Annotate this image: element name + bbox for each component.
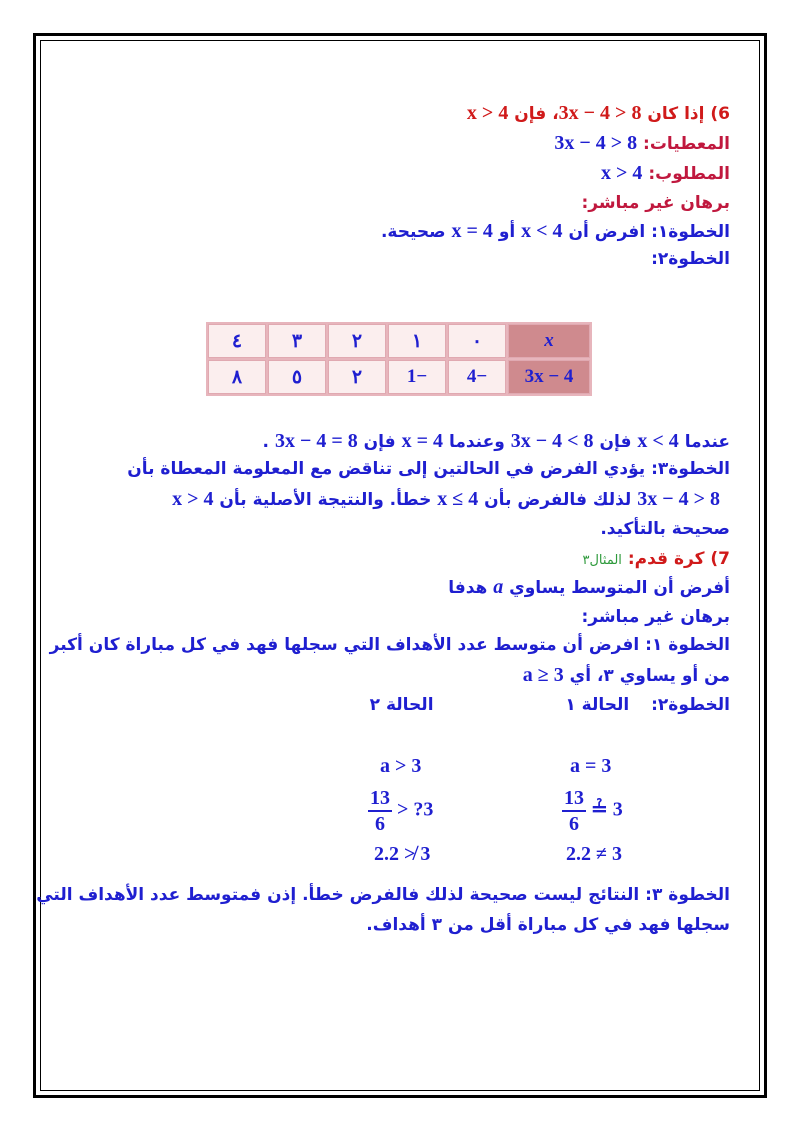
q6-when (263, 428, 730, 455)
q6-required-value: x > 4 (601, 162, 643, 184)
q6-step1-math2: x = 4 (451, 220, 493, 242)
q6-step1-text-a: افرض أن (568, 222, 646, 242)
q7-assume-var: a (493, 576, 504, 598)
table-cell: −4 (448, 360, 506, 394)
fraction-numerator: 13 (562, 786, 586, 812)
q7-case2-line1: a > 3 (380, 755, 422, 777)
q6-step1-or: أو (498, 222, 516, 242)
q7-step1-line1 (50, 632, 730, 658)
q6-when-then: فإن (599, 432, 632, 452)
table-cell: ٢ (328, 360, 386, 394)
q7-step1-text-a: افرض أن متوسط عدد الأهداف التي سجلها فهد في كل مباراة كان أكبر (49, 635, 640, 655)
table-cell: −1 (388, 360, 446, 394)
table-cell: 3x − 4 (508, 360, 590, 394)
table-cell: ٢ (328, 324, 386, 358)
q6-step3-line3: صحيحة بالتأكيد. (600, 519, 730, 539)
fraction-denominator: 6 (375, 813, 385, 835)
q6-title-then: ، فإن (514, 104, 559, 124)
q7-case1-line2 (562, 786, 623, 836)
q6-step3-math2: x ≤ 4 (437, 488, 479, 510)
q7-step3-text-a: النتائج ليست صحيحة لذلك فالفرض خطأ. إذن فمتوسط عدد الأهداف التي (36, 885, 640, 905)
q6-given (554, 130, 730, 157)
q7-step3-line2: سجلها فهد في كل مباراة أقل من ٣ أهداف. (366, 915, 730, 935)
q6-step3-line2 (172, 486, 720, 513)
q6-when-math1: x < 4 (637, 430, 679, 452)
q7-case1-line3: 2.2 ≠ 3 (566, 843, 622, 865)
q6-step1-text-b: صحيحة. (380, 222, 446, 242)
q6-step3-text-a: يؤدي الفرض في الحالتين إلى تناقض مع المعلومة المعطاة بأن (127, 459, 646, 479)
q6-step2-label: الخطوة٢: (651, 249, 730, 269)
q7-example-ref: المثال٣ (582, 553, 622, 568)
table-cell: ٥ (268, 360, 326, 394)
table-cell: x (508, 324, 590, 358)
table-cell: ٣ (268, 324, 326, 358)
q7-number: 7) (710, 549, 730, 569)
q7-step2 (370, 692, 730, 718)
q6-when-text-a: عندما (684, 432, 730, 452)
q7-step1-math: a ≥ 3 (522, 664, 564, 686)
q6-required-label: المطلوب: (648, 164, 730, 184)
q7-step1-label: الخطوة ١: (645, 635, 730, 655)
table-cell: ٨ (208, 360, 266, 394)
q7-case2-line3: 2.2 ≯ 3 (374, 843, 431, 865)
q7-case1-fraction (562, 786, 586, 836)
q6-when-math3: x = 4 (401, 430, 444, 452)
q6-title-condition: 3x − 4 > 8 (558, 102, 642, 124)
q6-given-value: 3x − 4 > 8 (554, 132, 638, 154)
q7-assume-text-a: أفرض أن المتوسط يساوي (509, 578, 730, 598)
q7-case2-line2 (368, 786, 433, 836)
q6-step3-label: الخطوة٣: (651, 459, 730, 479)
q7-case1-label: الحالة ١ (565, 695, 630, 715)
q6-given-label: المعطيات: (643, 134, 730, 154)
q6-when-text-b: وعندما (448, 432, 505, 452)
q6-required (601, 160, 730, 187)
q6-values-table (206, 322, 592, 396)
q7-step2-label: الخطوة٢: (651, 695, 730, 715)
q6-number: 6) (710, 104, 730, 124)
q6-step3-line1 (127, 456, 730, 482)
q7-step1-line2 (523, 662, 730, 689)
q7-proof-type: برهان غير مباشر: (581, 607, 730, 627)
q6-step3-math1: 3x − 4 > 8 (637, 488, 720, 510)
q6-title-result: x > 4 (466, 102, 509, 124)
q7-title-text: كرة قدم: (627, 549, 705, 569)
q7-step3-line1 (36, 882, 730, 908)
q7-assume-text-b: هدفا (448, 578, 488, 598)
q6-when-math2: 3x − 4 < 8 (510, 430, 594, 452)
table-cell: ٤ (208, 324, 266, 358)
q7-step3-label: الخطوة ٣: (645, 885, 730, 905)
q6-title-text: إذا كان (647, 104, 705, 124)
q6-step1 (381, 218, 730, 245)
table-cell: ١ (388, 324, 446, 358)
q6-step3-math3: x > 4 (172, 488, 214, 510)
q7-assume (448, 574, 730, 601)
q6-when-then-2: فإن (363, 432, 396, 452)
q6-title (467, 100, 730, 127)
table-cell: ٠ (448, 324, 506, 358)
fraction-numerator: 13 (368, 786, 392, 812)
q7-step1-text-b: من أو يساوي ٣، أي (569, 666, 730, 686)
q6-step3-text-b: لذلك فالفرض بأن (484, 490, 632, 510)
fraction-denominator: 6 (569, 813, 579, 835)
table-row (208, 360, 590, 394)
q6-step1-label: الخطوة١: (651, 222, 730, 242)
q6-step1-math1: x < 4 (521, 220, 563, 242)
q7-title (583, 546, 731, 574)
q6-step3-text-c: خطأ. والنتيجة الأصلية بأن (219, 490, 432, 510)
q6-when-end: . (262, 432, 270, 452)
q7-case2-label: الحالة ٢ (369, 695, 434, 715)
table-row (208, 324, 590, 358)
q6-when-math4: 3x − 4 = 8 (274, 430, 358, 452)
q7-case2-relation: > ?3 (397, 798, 434, 821)
q6-proof-type: برهان غير مباشر: (581, 193, 730, 213)
q7-case1-relation: ≟ 3 (591, 798, 623, 821)
q7-case2-fraction (368, 786, 392, 836)
q7-case1-line1: a = 3 (570, 755, 612, 777)
